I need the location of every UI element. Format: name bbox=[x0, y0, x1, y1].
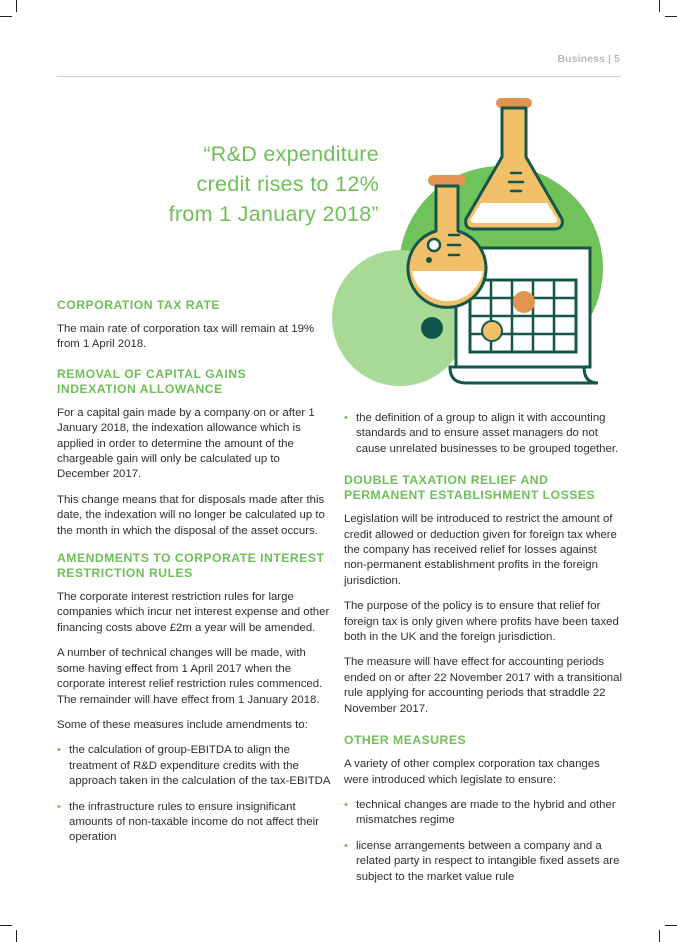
list-item: • the calculation of group-EBITDA to align the treatment of R&D expenditure credits with the approach taken in the calculation of the tax-EBITDA bbox=[57, 743, 335, 789]
science-illustration bbox=[328, 95, 628, 395]
list-item: • technical changes are made to the hybrid and other mismatches regime bbox=[344, 798, 622, 829]
paragraph: The main rate of corporation tax will remain at 19% from 1 April 2018. bbox=[57, 323, 315, 351]
pull-quote-line: “R&D expenditure bbox=[203, 142, 379, 166]
paragraph: Legislation will be introduced to restrict the amount of credit allowed or deduction given for foreign tax where the company has received relief for losses against non-permanent establishment profits in the foreign jurisdiction. bbox=[344, 513, 617, 587]
crop-mark bbox=[0, 16, 12, 17]
heading-line: RESTRICTION RULES bbox=[57, 566, 193, 581]
paragraph: The corporate interest restriction rules for large companies which incur net interest expense and other financing costs above £2m a year will be amended. bbox=[57, 591, 330, 634]
section-heading-other-measures: OTHER MEASURES bbox=[344, 733, 467, 748]
heading-line: INDEXATION ALLOWANCE bbox=[57, 381, 223, 396]
crop-mark bbox=[16, 0, 17, 12]
crop-mark bbox=[665, 925, 677, 926]
pull-quote-line: from 1 January 2018” bbox=[168, 202, 379, 226]
crop-mark bbox=[659, 0, 660, 12]
paragraph: Some of these measures include amendments to: bbox=[57, 718, 308, 731]
crop-mark bbox=[16, 930, 17, 942]
bullet-list bbox=[57, 743, 335, 845]
bullet-list bbox=[344, 411, 622, 457]
heading-line: PERMANENT ESTABLISHMENT LOSSES bbox=[344, 488, 596, 503]
section-heading-double-taxation bbox=[344, 473, 622, 503]
crop-mark bbox=[659, 930, 660, 942]
section-heading-corporation-tax: CORPORATION TAX RATE bbox=[57, 298, 221, 312]
bullet-list bbox=[344, 798, 622, 885]
paragraph: For a capital gain made by a company on or after 1 January 2018, the indexation allowance which is applied in order to determine the amount of the chargeable gain will only be calculated up to December 2017. bbox=[57, 406, 315, 481]
dot-icon bbox=[421, 317, 443, 339]
paragraph: A variety of other complex corporation tax changes were introduced which legislate to ensure: bbox=[344, 758, 600, 786]
section-heading-interest-restriction bbox=[57, 551, 335, 581]
crop-mark bbox=[0, 925, 12, 926]
header-divider bbox=[57, 76, 621, 77]
running-head: Business | 5 bbox=[557, 53, 620, 65]
paragraph: The measure will have effect for accounting periods ended on or after 22 November 2017 with a transitional rule applying for accounting periods that straddle 22 November 2017. bbox=[344, 656, 622, 715]
flask-icon bbox=[466, 98, 563, 229]
list-item: • the infrastructure rules to ensure insignificant amounts of non-taxable income do not affect their operation bbox=[57, 800, 335, 846]
heading-line: REMOVAL OF CAPITAL GAINS bbox=[57, 366, 247, 381]
heading-line: AMENDMENTS TO CORPORATE INTEREST bbox=[57, 551, 325, 566]
section-heading-indexation bbox=[57, 367, 335, 397]
crop-mark bbox=[665, 16, 677, 17]
pull-quote-line: credit rises to 12% bbox=[196, 172, 379, 196]
list-item: • the definition of a group to align it with accounting standards and to ensure asset managers do not cause unrelated businesses to be grouped together. bbox=[344, 411, 622, 457]
paragraph: The purpose of the policy is to ensure that relief for foreign tax is only given where profits have been taxed both in the UK and the foreign jurisdiction. bbox=[344, 600, 619, 644]
left-column bbox=[57, 298, 335, 856]
paragraph: A number of technical changes will be made, with some having effect from 1 April 2017 when the corporate interest relief restriction rules commenced. The remainder will have effect from 1 January 2018. bbox=[57, 647, 323, 706]
list-item: • license arrangements between a company and a related party in respect to intangible fixed assets are subject to the market value rule bbox=[344, 839, 622, 885]
paragraph: This change means that for disposals made after this date, the indexation will no longer be calculated up to the month in which the disposal of the asset occurs. bbox=[57, 493, 325, 537]
heading-line: DOUBLE TAXATION RELIEF AND bbox=[344, 473, 549, 488]
right-column bbox=[344, 411, 622, 895]
